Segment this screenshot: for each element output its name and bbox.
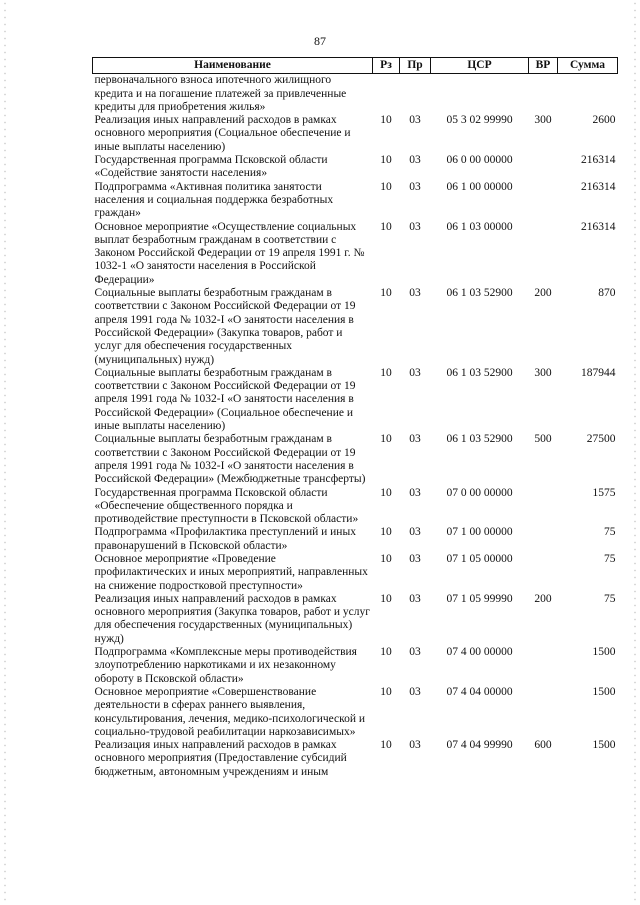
cell-csr: 05 3 02 99990 (446, 114, 513, 127)
header-vr: ВР (529, 58, 558, 74)
cell-pr: 03 (409, 366, 421, 379)
cell-sum: 75 (604, 552, 616, 565)
cell-sum: 1500 (592, 646, 616, 659)
cell-vr (529, 154, 558, 181)
cell-rz: 10 (380, 552, 392, 565)
cell-pr: 03 (409, 154, 421, 167)
cell-sum (558, 74, 618, 114)
cell-pr: 03 (409, 486, 421, 499)
table-header-row (93, 58, 618, 74)
cell-rz: 10 (380, 180, 392, 193)
cell-csr: 06 1 03 52900 (446, 366, 513, 379)
cell-name: Государственная программа Псковской области «Содействие занятости населения» (94, 154, 328, 180)
cell-sum: 187944 (581, 366, 616, 379)
cell-sum: 216314 (581, 154, 616, 167)
table-row (93, 526, 618, 553)
cell-rz: 10 (380, 486, 392, 499)
cell-csr: 07 1 00 00000 (446, 526, 513, 539)
header-csr: ЦСР (431, 58, 529, 74)
table-row (93, 487, 618, 527)
cell-csr: 07 4 04 99990 (446, 739, 513, 752)
cell-vr (529, 526, 558, 553)
page-number: 87 (314, 34, 326, 48)
cell-vr (529, 686, 558, 739)
cell-csr: 07 4 04 00000 (446, 685, 513, 698)
cell-csr: 07 1 05 00000 (446, 552, 513, 565)
cell-csr: 07 4 00 00000 (446, 646, 513, 659)
cell-vr: 300 (534, 366, 552, 379)
cell-name: Подпрограмма «Комплексные меры противодействия злоупотреблению наркотиками и их незаконному обороту в Псковской области» (94, 646, 357, 685)
cell-pr: 03 (409, 685, 421, 698)
cell-name: Основное мероприятие «Проведение профилактических и иных мероприятий, направленных на снижение подростковой преступности» (94, 552, 368, 592)
cell-sum: 216314 (581, 220, 616, 233)
scan-edge-left (2, 0, 8, 905)
header-sum: Сумма (558, 58, 618, 74)
cell-rz: 10 (380, 220, 392, 233)
cell-sum: 216314 (581, 180, 616, 193)
table-row (93, 221, 618, 287)
table-row (93, 114, 618, 154)
cell-name: Социальные выплаты безработным гражданам в соответствии с Законом Российской Федерации от 19 апреля 1991 года № 1032-I «О занятости населения в Российской Федерации» (Закупка товаров, работ и услуг для обеспечения государственных (муниципальных) нужд) (94, 287, 356, 366)
cell-pr: 03 (409, 646, 421, 659)
cell-pr: 03 (409, 526, 421, 539)
cell-rz: 10 (380, 154, 392, 167)
cell-pr: 03 (409, 552, 421, 565)
table-row (93, 74, 618, 114)
cell-csr (431, 74, 529, 114)
cell-csr: 06 1 03 52900 (446, 433, 513, 446)
header-pr: Пр (400, 58, 431, 74)
table-row (93, 367, 618, 433)
cell-rz: 10 (380, 366, 392, 379)
scan-edge-right (632, 0, 638, 905)
cell-rz: 10 (380, 526, 392, 539)
table-row (93, 154, 618, 181)
cell-pr: 03 (409, 739, 421, 752)
cell-name: Социальные выплаты безработным гражданам в соответствии с Законом Российской Федерации от 19 апреля 1991 года № 1032-I «О занятости населения в Российской Федерации» (Межбюджетные трансферты) (94, 433, 366, 486)
table-row (93, 593, 618, 646)
cell-vr (529, 487, 558, 527)
table-row (93, 646, 618, 686)
cell-rz: 10 (380, 646, 392, 659)
cell-csr: 07 0 00 00000 (446, 486, 513, 499)
cell-sum: 1500 (592, 685, 616, 698)
cell-name: Основное мероприятие «Совершенствование деятельности в сферах раннего выявления, консультирования, лечения, медико-психологической и социально-трудовой реабилитации наркозависимых» (94, 685, 366, 738)
cell-vr: 300 (534, 114, 552, 127)
table-row (93, 686, 618, 739)
cell-sum: 75 (604, 592, 616, 605)
cell-name: Основное мероприятие «Осуществление социальных выплат безработным гражданам в соответствии с Законом Российской Федерации от 19 апреля 1991 г. № 1032-1 «О занятости населения в Российской Федерации» (94, 220, 365, 286)
cell-vr (529, 646, 558, 686)
cell-csr: 07 1 05 99990 (446, 592, 513, 605)
cell-vr: 600 (534, 739, 552, 752)
cell-csr: 06 1 03 00000 (446, 220, 513, 233)
table-row (93, 553, 618, 593)
cell-csr: 06 1 00 00000 (446, 180, 513, 193)
table-row (93, 287, 618, 367)
cell-sum: 870 (598, 287, 616, 300)
cell-sum: 2600 (592, 114, 616, 127)
cell-name: Социальные выплаты безработным гражданам в соответствии с Законом Российской Федерации от 19 апреля 1991 года № 1032-I «О занятости населения в Российской Федерации» (Социальное обеспечение и иные выплаты населению) (94, 366, 356, 433)
cell-sum: 1575 (592, 486, 616, 499)
cell-name: Реализация иных направлений расходов в рамках основного мероприятия (Социальное обеспечение и иные выплаты населению) (94, 114, 351, 153)
cell-rz: 10 (380, 287, 392, 300)
cell-name: Подпрограмма «Профилактика преступлений и иных правонарушений в Псковской области» (94, 526, 356, 552)
cell-csr: 06 0 00 00000 (446, 154, 513, 167)
cell-pr: 03 (409, 592, 421, 605)
cell-sum: 27500 (586, 433, 616, 446)
cell-name: Государственная программа Псковской области «Обеспечение общественного порядка и противодействие преступности в Псковской области» (94, 486, 359, 526)
cell-pr (400, 74, 431, 114)
table-body (93, 74, 618, 779)
cell-rz: 10 (380, 739, 392, 752)
cell-rz: 10 (380, 433, 392, 446)
cell-csr: 06 1 03 52900 (446, 287, 513, 300)
cell-name: Реализация иных направлений расходов в рамках основного мероприятия (Предоставление субсидий бюджетным, автономным учреждениям и иным (94, 739, 347, 778)
cell-pr: 03 (409, 114, 421, 127)
cell-vr (529, 553, 558, 593)
header-rz: Рз (373, 58, 400, 74)
cell-name: первоначального взноса ипотечного жилищного кредита и на погашение платежей за привлеченные кредиты для приобретения жилья» (94, 74, 347, 113)
cell-pr: 03 (409, 287, 421, 300)
cell-pr: 03 (409, 220, 421, 233)
cell-sum: 75 (604, 526, 616, 539)
cell-rz (373, 74, 400, 114)
cell-vr: 200 (534, 592, 552, 605)
header-name: Наименование (93, 58, 373, 74)
table-row (93, 181, 618, 221)
cell-vr (529, 74, 558, 114)
budget-table (92, 57, 618, 779)
cell-pr: 03 (409, 433, 421, 446)
table-row (93, 739, 618, 779)
cell-vr (529, 181, 558, 221)
cell-name: Подпрограмма «Активная политика занятости населения и социальная поддержка безработных граждан» (94, 180, 334, 220)
cell-pr: 03 (409, 180, 421, 193)
cell-rz: 10 (380, 592, 392, 605)
table-row (93, 433, 618, 486)
cell-sum: 1500 (592, 739, 616, 752)
cell-vr (529, 221, 558, 287)
cell-vr: 500 (534, 433, 552, 446)
cell-rz: 10 (380, 114, 392, 127)
cell-name: Реализация иных направлений расходов в рамках основного мероприятия (Закупка товаров, работ и услуг для обеспечения государственных (муниципальных) нужд) (94, 592, 370, 645)
cell-vr: 200 (534, 287, 552, 300)
cell-rz: 10 (380, 685, 392, 698)
